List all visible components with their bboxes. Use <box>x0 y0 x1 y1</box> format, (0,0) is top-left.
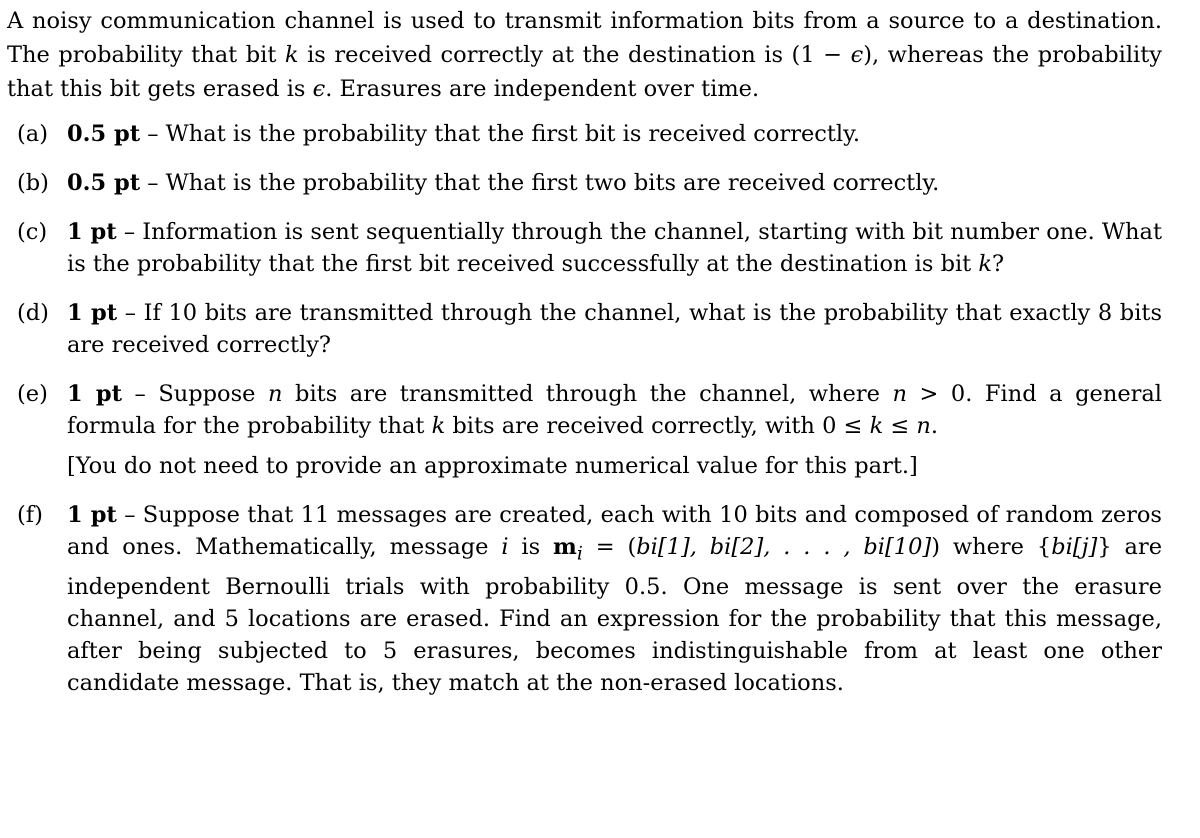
question-text: . <box>930 413 939 439</box>
points-label: 1 pt <box>67 300 118 326</box>
question-marker: (e) <box>17 381 48 407</box>
question-marker: (f) <box>17 502 43 528</box>
question-text: – Suppose that 11 messages are created, each with 10 bits and composed of random zeros and ones. Mathematically, message <box>67 502 1162 560</box>
question-marker: (b) <box>17 170 49 196</box>
points-label: 1 pt <box>67 381 123 407</box>
question-b <box>7 167 1162 199</box>
var-i: i <box>501 534 509 560</box>
question-body <box>67 118 1162 150</box>
question-text: ? <box>992 251 1005 277</box>
question-body <box>67 216 1162 280</box>
question-text: > 0. Find a general formula for the probability that <box>67 381 1162 439</box>
var-k: k <box>284 42 299 68</box>
question-body <box>67 378 1162 482</box>
question-body <box>67 499 1162 699</box>
var-n: n <box>916 413 931 439</box>
question-text: – If 10 bits are transmitted through the channel, what is the probability that exactly 8 bits are received correctly? <box>67 300 1162 358</box>
intro-text-2: is received correctly at the destination is (1 − <box>298 42 851 68</box>
question-note: [You do not need to provide an approximate numerical value for this part.] <box>67 453 918 479</box>
question-d <box>7 297 1162 361</box>
question-marker: (c) <box>17 219 48 245</box>
question-marker: (a) <box>17 121 48 147</box>
question-text: – What is the probability that the first two bits are received correctly. <box>140 170 940 196</box>
points-label: 1 pt <box>67 502 117 528</box>
question-e <box>7 378 1162 482</box>
var-m-bold: m <box>553 534 577 560</box>
question-text: ≤ <box>883 413 917 439</box>
points-label: 0.5 pt <box>67 170 141 196</box>
var-k: k <box>869 413 884 439</box>
question-body <box>67 167 1162 199</box>
intro-text-3: ), whereas the probability that this bit gets erased is <box>7 42 1162 102</box>
var-n: n <box>892 381 907 407</box>
question-f <box>7 499 1162 699</box>
problem-intro <box>7 4 1162 106</box>
question-text: } are independent Bernoulli trials with probability 0.5. One message is sent over the erasure channel, and 5 locations are erased. Find an expression for the probability that this message, after being subjected to 5 erasures, becomes indistinguishable from at least one other candidate message. That is, they match at the non-erased locations. <box>67 534 1163 696</box>
var-n: n <box>268 381 283 407</box>
question-text: bits are received correctly, with 0 ≤ <box>445 413 870 439</box>
question-text: is <box>508 534 554 560</box>
message-vector-formula: bi[1], bi[2], . . . , bi[10] <box>636 534 932 560</box>
var-k: k <box>978 251 993 277</box>
var-epsilon: ϵ <box>850 42 864 68</box>
question-body <box>67 297 1162 361</box>
question-text: – What is the probability that the first bit is received correctly. <box>140 121 860 147</box>
points-label: 1 pt <box>67 219 117 245</box>
question-list <box>7 118 1162 699</box>
bit-set-formula: bi[j] <box>1051 534 1098 560</box>
question-text: – Information is sent sequentially through the channel, starting with bit number one. What is the probability that the first bit received successfully at the destination is bit <box>67 219 1162 277</box>
var-k: k <box>431 413 446 439</box>
intro-text-1: A noisy communication channel is used to transmit information bits from a source to a destination. The probability that bit <box>7 8 1162 68</box>
question-text: = ( <box>582 534 637 560</box>
question-c <box>7 216 1162 280</box>
question-text: – Suppose <box>122 381 269 407</box>
intro-text-4: . Erasures are independent over time. <box>325 76 760 102</box>
question-text: ) where { <box>931 534 1052 560</box>
var-epsilon: ϵ <box>312 76 326 102</box>
question-a <box>7 118 1162 150</box>
question-text: bits are transmitted through the channel, where <box>282 381 893 407</box>
question-marker: (d) <box>17 300 49 326</box>
subscript-i: i <box>576 543 583 565</box>
points-label: 0.5 pt <box>67 121 141 147</box>
